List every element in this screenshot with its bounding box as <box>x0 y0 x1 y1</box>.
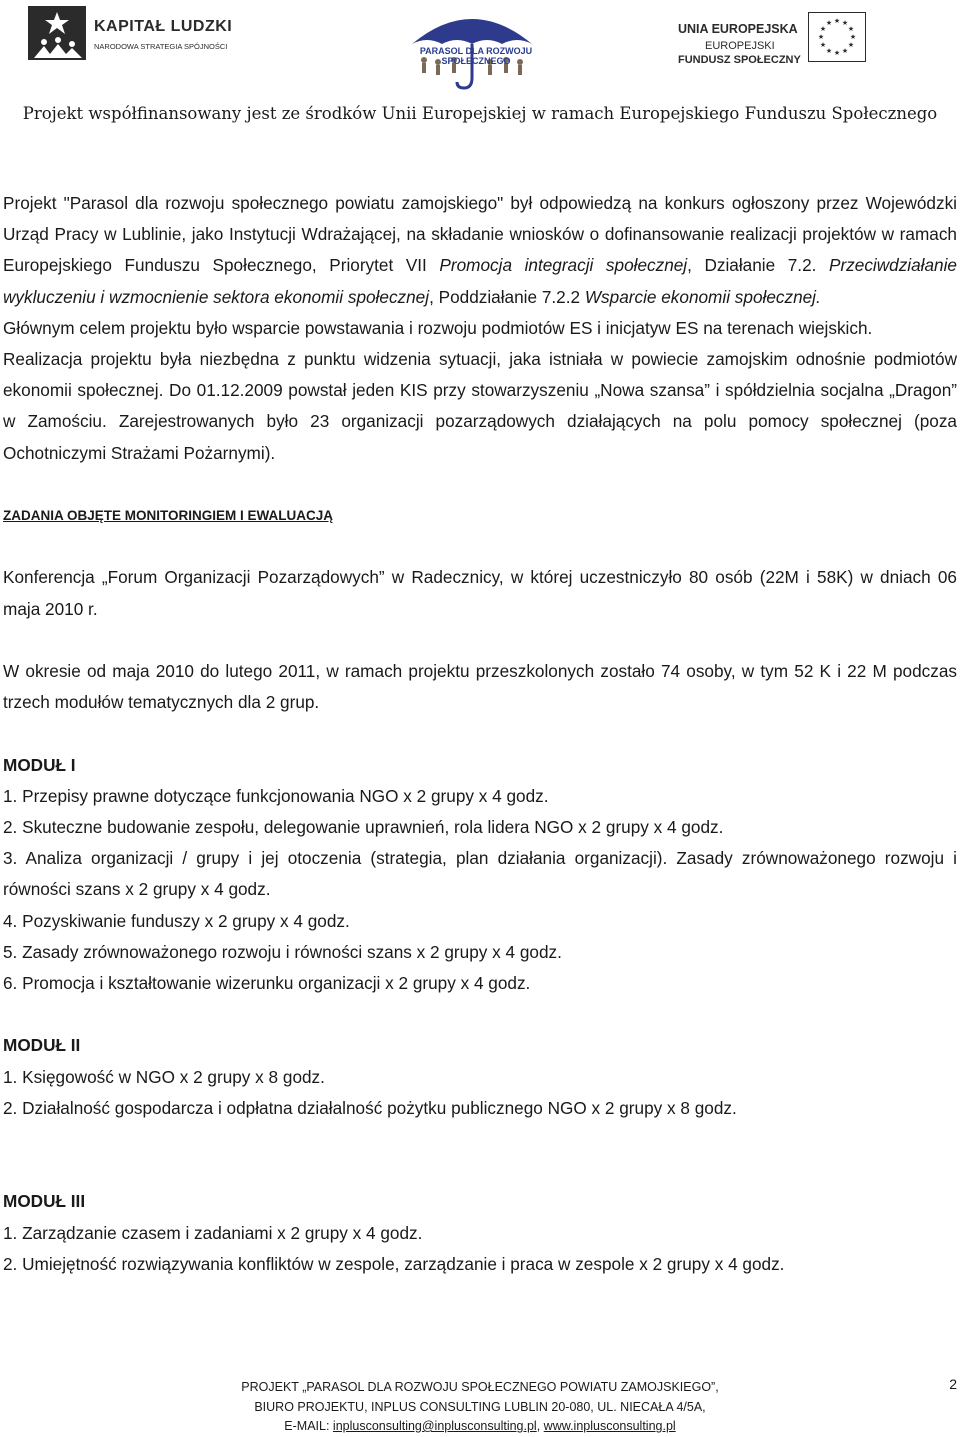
eu-line-1: UNIA EUROPEJSKA <box>678 22 798 36</box>
footer-email-link[interactable]: inplusconsulting@inplusconsulting.pl <box>332 1419 537 1433</box>
eu-line-3: FUNDUSZ SPOŁECZNY <box>678 54 801 66</box>
module-3-item: 2. Umiejętność rozwiązywania konfliktów w zespole, zarządzanie i praca w zespole x 2 grupy x 4 godz. <box>3 1253 785 1274</box>
module-2-item: 1. Księgowość w NGO x 2 grupy x 8 godz. <box>3 1066 325 1087</box>
header-logos <box>0 0 960 100</box>
conference-paragraph: Konferencja „Forum Organizacji Pozarządowych” w Radecznicy, w której uczestniczyło 80 osób (22M i 58K) w dniach 06 maja 2010 r. <box>3 567 957 619</box>
module-1-item: 3. Analiza organizacji / grupy i jej otoczenia (strategia, plan działania organizacji). Zasady zrównoważonego rozwoju i równości szans x 2 grupy x 4 godz. <box>3 848 957 900</box>
footer-lines <box>0 1378 960 1437</box>
svg-text:★: ★ <box>849 33 857 41</box>
footer-contact-line <box>0 1417 960 1437</box>
page-number: 2 <box>949 1376 957 1392</box>
module-1-item: 6. Promocja i kształtowanie wizerunku organizacji x 2 grupy x 4 godz. <box>3 973 531 994</box>
svg-text:★: ★ <box>819 25 827 33</box>
intro-p1-measure: Przeciwdziałanie wykluczeniu i wzmocnienie sektora ekonomii społecznej <box>3 255 957 307</box>
module-3-title: MODUŁ III <box>3 1191 86 1212</box>
module-2-item: 2. Działalność gospodarcza i odpłatna działalność pożytku publicznego NGO x 2 grupy x 8 godz. <box>3 1097 737 1118</box>
svg-text:★: ★ <box>841 47 849 55</box>
svg-text:★: ★ <box>833 17 841 25</box>
module-1-item: 4. Pozyskiwanie funduszy x 2 grupy x 4 godz. <box>3 910 350 931</box>
kapital-ludzki-title: KAPITAŁ LUDZKI <box>94 18 233 35</box>
module-1-item: 2. Skuteczne budowanie zespołu, delegowanie uprawnień, rola lidera NGO x 2 grupy x 4 godz. <box>3 817 724 837</box>
intro-p1-text-c: , Działanie 7.2. <box>687 255 829 276</box>
svg-text:★: ★ <box>825 19 833 27</box>
svg-text:★: ★ <box>819 41 827 49</box>
main-content <box>3 188 957 1280</box>
page-footer <box>0 1370 960 1435</box>
training-paragraph: W okresie od maja 2010 do lutego 2011, w ramach projektu przeszkolonych zostało 74 osoby, w tym 52 K i 22 M podczas trzech modułów tematycznych dla 2 grup. <box>3 661 957 713</box>
footer-website-link[interactable]: www.inplusconsulting.pl <box>543 1419 676 1433</box>
section-heading: ZADANIA OBJĘTE MONITORINGIEM I EWALUACJĄ <box>3 508 334 524</box>
module-3-item: 1. Zarządzanie czasem i zadaniami x 2 grupy x 4 godz. <box>3 1222 423 1243</box>
footer-separator: , <box>536 1419 544 1433</box>
svg-text:★: ★ <box>841 19 849 27</box>
intro-p1-priority: Promocja integracji społecznej <box>439 255 688 276</box>
footer-project-line: PROJEKT „PARASOL DLA ROZWOJU SPOŁECZNEGO POWIATU ZAMOJSKIEGO”, <box>241 1380 719 1394</box>
intro-paragraph-1 <box>3 188 957 313</box>
svg-text:★: ★ <box>847 41 855 49</box>
svg-text:★: ★ <box>817 33 825 41</box>
parasol-logo <box>402 0 542 92</box>
svg-text:★: ★ <box>833 49 841 57</box>
cofinancing-statement: Projekt współfinansowany jest ze środków Unii Europejskiej w ramach Europejskiego Funduszu Społecznego <box>22 104 938 123</box>
kapital-ludzki-emblem-icon <box>28 6 86 60</box>
kapital-ludzki-subtitle: NARODOWA STRATEGIA SPÓJNOŚCI <box>94 42 228 51</box>
svg-text:★: ★ <box>847 25 855 33</box>
module-1-item: 5. Zasady zrównoważonego rozwoju i równości szans x 2 grupy x 4 godz. <box>3 941 562 962</box>
parasol-logo-text: PARASOL DLA ROZWOJU SPOŁECZNEGO <box>419 46 533 66</box>
intro-p1-text-a: Projekt "Parasol dla rozwoju społecznego powiatu zamojskiego" był odpowiedzą na konkurs ogłoszony przez Wojewódzki Urząd Pracy w Lublinie, jako Instytucji Wdrażającej, na składanie wniosków o dofinansowanie realizacji projektów w ramach Europejskiego Funduszu Społecznego, Priorytet VII <box>3 193 957 276</box>
eu-line-2: EUROPEJSKI <box>705 40 775 52</box>
footer-office-line: BIURO PROJEKTU, INPLUS CONSULTING LUBLIN 20-080, UL. NIECAŁA 4/5A, <box>254 1399 706 1414</box>
svg-text:★: ★ <box>825 47 833 55</box>
intro-paragraph-3: Realizacja projektu była niezbędna z punktu widzenia sytuacji, jaka istniała w powiecie zamojskim odnośnie podmiotów ekonomii społecznej. Do 01.12.2009 powstał jeden KIS przy stowarzyszeniu „Nowa szansa” i spółdzielnia socjalna „Dragon” w Zamościu. Zarejestrowanych było 23 organizacji pozarządowych działających na polu pomocy społecznej (poza Ochotniczymi Strażami Pożarnymi). <box>3 349 957 463</box>
module-1-title: MODUŁ I <box>3 754 76 775</box>
intro-p1-text-e: , Poddziałanie 7.2.2 <box>429 286 585 307</box>
eu-flag-icon <box>808 12 866 62</box>
intro-paragraph-2: Głównym celem projektu było wsparcie powstawania i rozwoju podmiotów ES i inicjatyw ES na terenach wiejskich. <box>3 317 873 338</box>
module-1-item: 1. Przepisy prawne dotyczące funkcjonowania NGO x 2 grupy x 4 godz. <box>3 785 549 806</box>
intro-p1-submeasure: Wsparcie ekonomii społecznej. <box>584 286 821 307</box>
kapital-ludzki-logo <box>28 6 233 62</box>
footer-email-label: E-MAIL: <box>284 1419 333 1433</box>
module-2-title: MODUŁ II <box>3 1035 81 1056</box>
eu-logo <box>670 12 870 76</box>
